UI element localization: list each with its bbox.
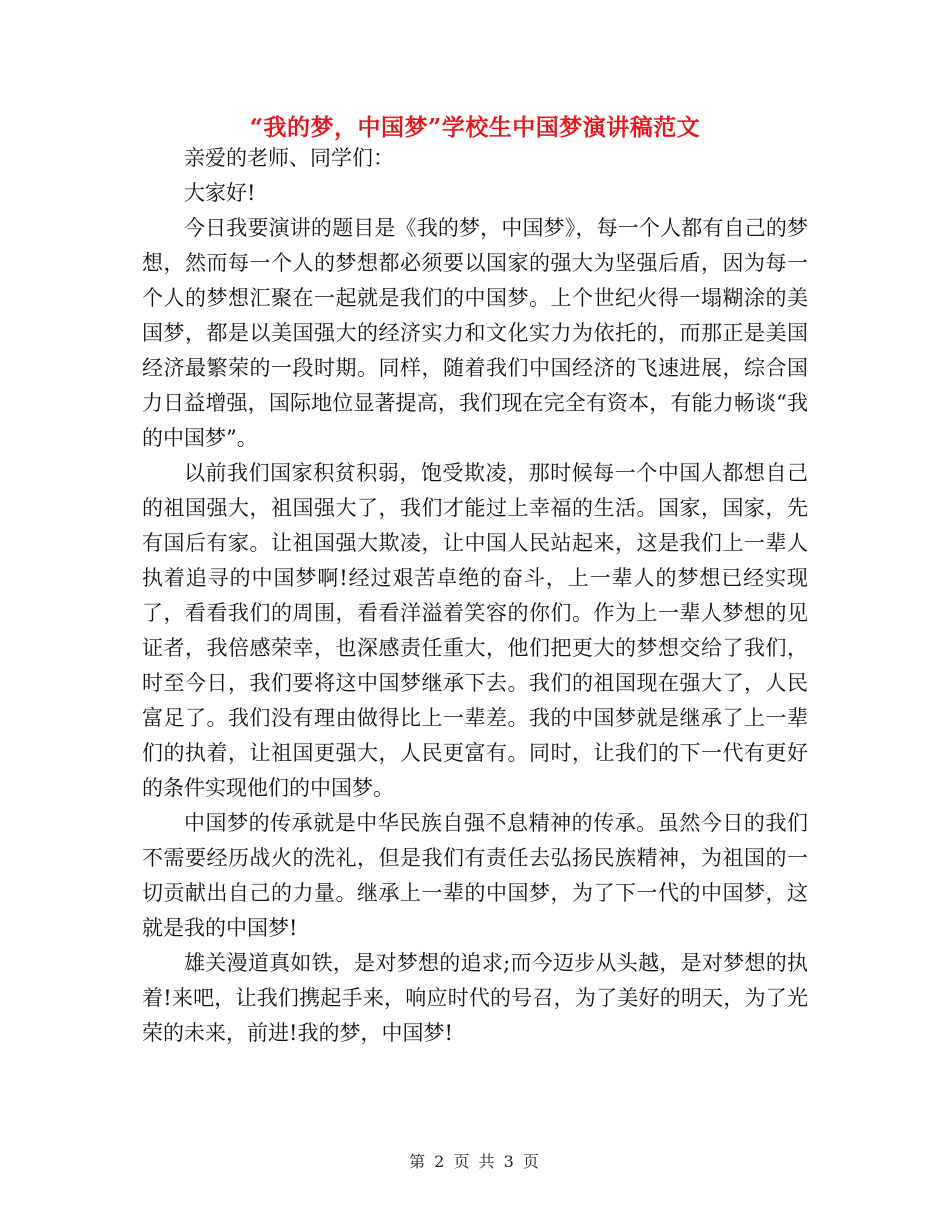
paragraph-closing: 雄关漫道真如铁，是对梦想的追求;而今迈步从头越，是对梦想的执着!来吧，让我们携起手来，响应时代的号召，为了美好的明天，为了光荣的未来，前进!我的梦，中国梦! [142, 951, 808, 1045]
salutation: 亲爱的老师、同学们： [184, 146, 394, 170]
paragraph-intro: 今日我要演讲的题目是《我的梦，中国梦》，每一个人都有自己的梦想，然而每一个人的梦想都必须要以国家的强大为坚强后盾，因为每一个人的梦想汇聚在一起就是我们的中国梦。上个世纪火得一塌糊涂的美国梦，都是以美国强大的经济实力和文化实力为依托的，而那正是美国经济最繁荣的一段时期。同样，随着我们中国经济的飞速进展，综合国力日益增强，国际地位显著提高，我们现在完全有资本，有能力畅谈“我的中国梦”。 [142, 216, 808, 450]
document-title: “我的梦，中国梦”学校生中国梦演讲稿范文 [249, 114, 701, 141]
page-number: 第 2 页 共 3 页 [409, 1152, 541, 1171]
paragraph-history: 以前我们国家积贫积弱，饱受欺凌，那时候每一个中国人都想自己的祖国强大，祖国强大了，我们才能过上幸福的生活。国家，国家，先有国后有家。让祖国强大欺凌，让中国人民站起来，这是我们上一辈人执着追寻的中国梦啊!经过艰苦卓绝的奋斗，上一辈人的梦想已经实现了，看看我们的周围，看看洋溢着笑容的你们。作为上一辈人梦想的见证者，我倍感荣幸，也深感责任重大，他们把更大的梦想交给了我们，时至今日，我们要将这中国梦继承下去。我们的祖国现在强大了，人民富足了。我们没有理由做得比上一辈差。我的中国梦就是继承了上一辈们的执着，让祖国更强大，人民更富有。同时，让我们的下一代有更好的条件实现他们的中国梦。 [142, 461, 808, 800]
document-body [142, 141, 808, 1051]
paragraph-inheritance: 中国梦的传承就是中华民族自强不息精神的传承。虽然今日的我们不需要经历战火的洗礼，但是我们有责任去弘扬民族精神，为祖国的一切贡献出自己的力量。继承上一辈的中国梦，为了下一代的中国梦，这就是我的中国梦! [142, 811, 808, 940]
greeting: 大家好! [184, 181, 256, 205]
